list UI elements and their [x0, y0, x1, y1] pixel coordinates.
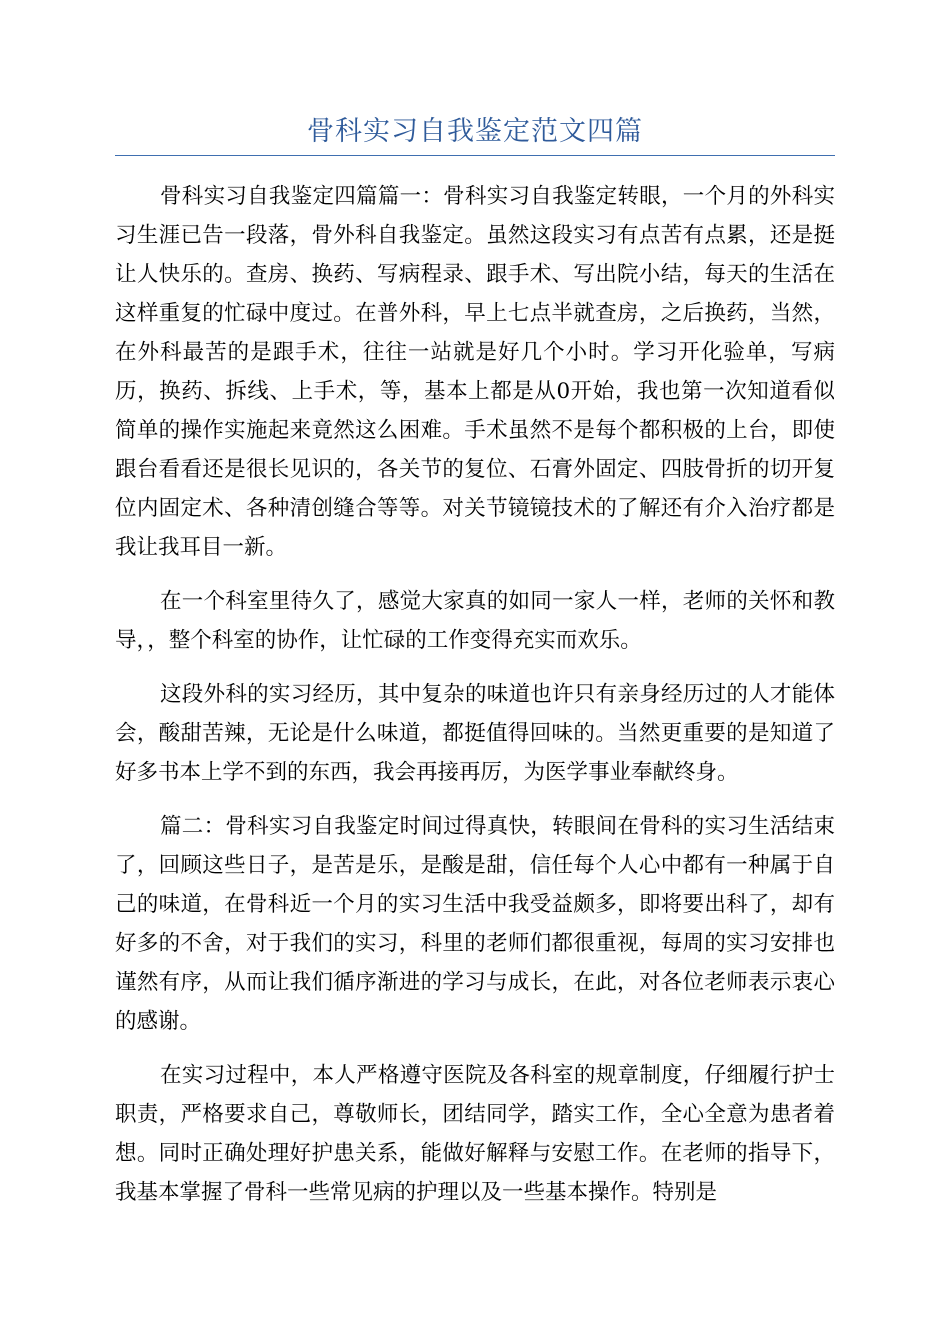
paragraph-1: 骨科实习自我鉴定四篇篇一：骨科实习自我鉴定转眼，一个月的外科实习生涯已告一段落，骨外科自我鉴定。虽然这段实习有点苦有点累，还是挺让人快乐的。查房、换药、写病程录、跟手术、写出院小结，每天的生活在这样重复的忙碌中度过。在普外科，早上七点半就查房，之后换药，当然，在外科最苦的是跟手术，往往一站就是好几个小时。学习开化验单，写病历，换药、拆线、上手术，等，基本上都是从0开始，我也第一次知道看似简单的操作实施起来竟然这么困难。手术虽然不是每个都积极的上台，即使跟台看看还是很长见识的，各关节的复位、石膏外固定、四肢骨折的切开复位内固定术、各种清创缝合等等。对关节镜镜技术的了解还有介入治疗都是我让我耳目一新。 — [115, 184, 835, 560]
title-underline — [115, 155, 835, 156]
document-body — [115, 177, 835, 1227]
paragraph-4: 篇二：骨科实习自我鉴定时间过得真快，转眼间在骨科的实习生活结束了，回顾这些日子，是苦是乐，是酸是甜，信任每个人心中都有一种属于自己的味道，在骨科近一个月的实习生活中我受益颇多，即将要出科了，却有好多的不舍，对于我们的实习，科里的老师们都很重视，每周的实习安排也谨然有序，从而让我们循序渐进的学习与成长，在此，对各位老师表示衷心的感谢。 — [115, 814, 835, 1034]
paragraph-2: 在一个科室里待久了，感觉大家真的如同一家人一样，老师的关怀和教导，，整个科室的协作，让忙碌的工作变得充实而欢乐。 — [115, 589, 835, 653]
paragraph-5: 在实习过程中，本人严格遵守医院及各科室的规章制度，仔细履行护士职责，严格要求自己，尊敬师长，团结同学，踏实工作，全心全意为患者着想。同时正确处理好护患关系，能做好解释与安慰工作。在老师的指导下，我基本掌握了骨科一些常见病的护理以及一些基本操作。特别是 — [115, 1063, 835, 1205]
document-title: 骨科实习自我鉴定范文四篇 — [307, 116, 643, 147]
paragraph-3: 这段外科的实习经历，其中复杂的味道也许只有亲身经历过的人才能体会，酸甜苦辣，无论是什么味道，都挺值得回味的。当然更重要的是知道了好多书本上学不到的东西，我会再接再厉，为医学事业奉献终身。 — [115, 682, 835, 785]
